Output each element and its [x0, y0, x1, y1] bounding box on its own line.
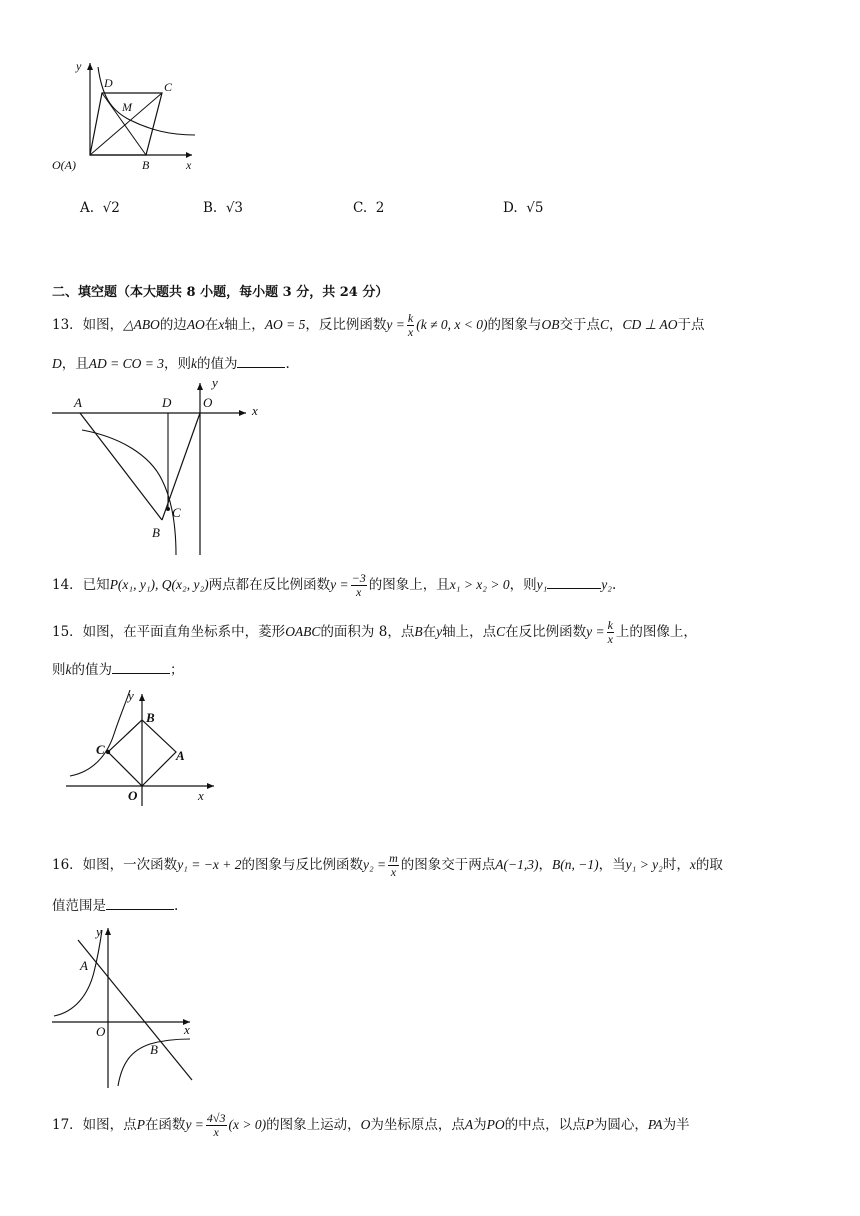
fig13-label-y: y: [212, 375, 218, 390]
fig13-label-x: x: [252, 403, 258, 418]
q14-fraction: $\frac{-3}{x}$: [351, 571, 366, 599]
q13-fraction: $\frac{k}{x}$: [407, 311, 414, 339]
q17-line: 17．如图，点P在函数y = $\frac{4√3}{x}$ (x > 0)的图象上运动，O为坐标原点，点A为PO的中点，以点P为圆心，PA为半: [52, 1111, 690, 1139]
q16-line2: 值范围是 .: [52, 898, 179, 914]
q15-answer-blank[interactable]: [112, 660, 170, 674]
fig15-label-x: x: [198, 788, 204, 803]
fig12-label-origin: O(A): [52, 158, 76, 172]
fig16-label-B: B: [150, 1042, 158, 1057]
q16-fraction: $\frac{m}{x}$: [389, 851, 398, 879]
q13-line1: 13．如图，△ABO的边AO在x轴上，AO = 5，反比例函数y = $\frac{k}{x}$ (k ≠ 0, x < 0)的图象与OB交于点C，CD ⊥ AO于点: [52, 311, 705, 339]
q15-line1: 15．如图，在平面直角坐标系中，菱形OABC的面积为 8，点B在y轴上，点C在反比例函数y = $\frac{k}{x}$ 上的图像上，: [52, 618, 697, 646]
option-c: C. 2: [353, 200, 385, 216]
figure-q15: [62, 684, 222, 809]
fig13-label-C: C: [172, 505, 181, 520]
q14-answer-blank[interactable]: [547, 575, 601, 589]
fig12-label-B: B: [142, 158, 150, 172]
option-b: B. √3: [203, 200, 244, 216]
q13-answer-blank[interactable]: [237, 354, 285, 368]
fig12-label-D: D: [104, 76, 113, 90]
fig13-label-B: B: [152, 525, 160, 540]
fig12-label-y: y: [76, 59, 82, 73]
fig12-label-x: x: [186, 158, 192, 172]
q14-line: 14．已知P(x₁, y₁), Q(x₂, y₂)两点都在反比例函数y = $\frac{-3}{x}$ 的图象上，且x₁ > x₂ > 0，则y₁ y₂.: [52, 571, 617, 599]
figure-q12: [50, 55, 200, 175]
fig15-label-B: B: [146, 710, 155, 725]
fig15-label-A: A: [176, 748, 185, 763]
fig16-label-O: O: [96, 1024, 106, 1039]
q13-line2: D，且AD = CO = 3，则k的值为 .: [52, 356, 290, 372]
fig12-label-M: M: [122, 100, 132, 114]
option-a: A. √2: [80, 200, 120, 216]
fig15-label-O: O: [128, 788, 138, 803]
q15-line2: 则k的值为 ；: [52, 662, 184, 678]
q15-fraction: $\frac{k}{x}$: [607, 618, 613, 646]
fig13-label-A: A: [74, 395, 82, 410]
fig13-label-D: D: [162, 395, 172, 410]
q17-fraction: $\frac{4√3}{x}$: [206, 1111, 226, 1139]
figure-q13: [50, 375, 270, 560]
figure-q16: [50, 922, 200, 1092]
section-heading: 二、填空题（本大题共 8 小题，每小题 3 分，共 24 分）: [52, 285, 389, 300]
fig16-label-y: y: [96, 924, 102, 939]
fig16-label-x: x: [184, 1022, 190, 1037]
fig16-label-A: A: [80, 958, 88, 973]
option-d: D. √5: [503, 200, 544, 216]
fig12-label-C: C: [164, 80, 173, 94]
q16-answer-blank[interactable]: [106, 896, 174, 910]
fig15-label-y: y: [128, 688, 134, 703]
fig15-label-C: C: [96, 742, 105, 757]
q16-line1: 16．如图，一次函数y₁ = −x + 2的图象与反比例函数y₂ = $\frac{m}{x}$ 的图象交于两点A(−1,3)，B(n, −1)，当y₁ > y₂时，x的取: [52, 851, 723, 879]
fig13-label-O: O: [203, 395, 213, 410]
